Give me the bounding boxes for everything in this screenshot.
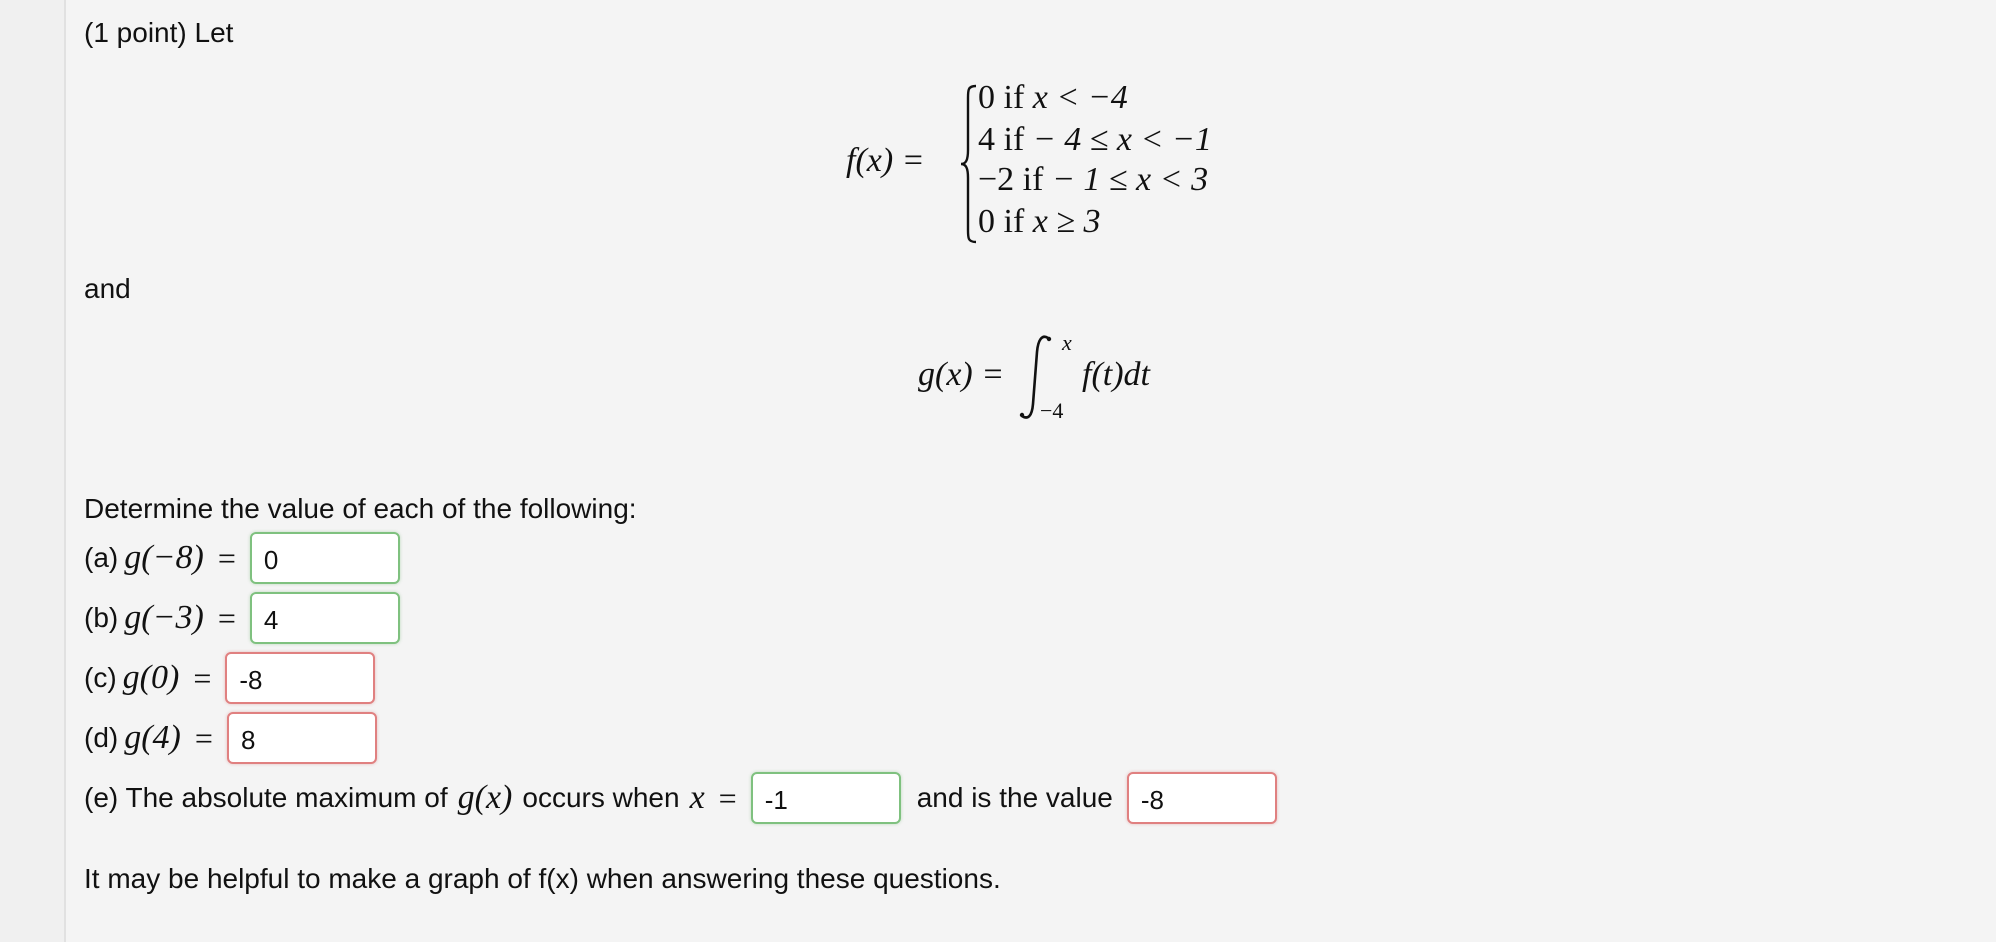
- question-b-label: (b): [84, 602, 119, 633]
- answer-a-input[interactable]: 0: [250, 532, 400, 584]
- f-case-3-condition: − 1 ≤ x < 3: [1051, 161, 1209, 198]
- question-d-label: (d): [84, 722, 119, 753]
- question-d-equals: =: [194, 719, 213, 756]
- question-a-expression: g(−8): [124, 539, 204, 576]
- question-a: [84, 528, 400, 588]
- question-a-label: (a): [84, 542, 119, 573]
- question-c-label: (c): [84, 662, 117, 693]
- question-d: [84, 708, 377, 768]
- f-case-2: [978, 120, 1212, 160]
- question-e-equals: =: [718, 779, 737, 816]
- question-e-label: (e) The absolute maximum of: [84, 782, 448, 813]
- question-e-expression: g(x): [457, 779, 513, 816]
- f-case-3: [978, 160, 1208, 200]
- f-case-2-condition: − 4 ≤ x < −1: [1032, 121, 1212, 158]
- determine-instruction: Determine the value of each of the following:: [84, 493, 637, 524]
- question-e-variable: x: [689, 779, 705, 816]
- answer-d-input[interactable]: 8: [227, 712, 377, 764]
- question-d-expression: g(4): [124, 719, 181, 756]
- and-text: and: [84, 273, 131, 304]
- question-c-equals: =: [193, 659, 212, 696]
- answer-e-value-input[interactable]: -8: [1127, 772, 1277, 824]
- f-case-4-value: 0 if: [978, 203, 1033, 240]
- left-brace-icon: [960, 84, 978, 244]
- problem-intro: (1 point) Let: [84, 17, 234, 48]
- f-case-1: [978, 78, 1128, 118]
- question-b-equals: =: [217, 599, 236, 636]
- integral-upper-limit: x: [1062, 330, 1072, 355]
- question-e-value-text: and is the value: [916, 782, 1113, 813]
- f-case-2-value: 4 if: [978, 121, 1033, 158]
- question-e: [84, 768, 1277, 828]
- integral-lower-limit: −4: [1040, 398, 1064, 423]
- integrand: f(t)dt: [1082, 356, 1150, 393]
- question-c: [84, 648, 375, 708]
- question-e-occurs-text: occurs when: [522, 782, 680, 813]
- question-c-expression: g(0): [122, 659, 180, 696]
- f-case-4: [978, 202, 1101, 242]
- answer-b-input[interactable]: 4: [250, 592, 400, 644]
- f-case-4-condition: x ≥ 3: [1032, 203, 1101, 240]
- answer-e-location-input[interactable]: -1: [751, 772, 901, 824]
- question-b-expression: g(−3): [124, 599, 204, 636]
- f-definition-label: f(x) =: [846, 142, 925, 179]
- g-definition-label: g(x) =: [918, 356, 1005, 393]
- hint-text: It may be helpful to make a graph of f(x) when answering these questions.: [84, 863, 1001, 894]
- question-a-equals: =: [217, 539, 236, 576]
- left-margin-bar: [0, 0, 66, 942]
- f-case-1-value: 0 if: [978, 79, 1033, 116]
- f-case-3-value: −2 if: [978, 161, 1052, 198]
- f-case-1-condition: x < −4: [1032, 79, 1128, 116]
- question-b: [84, 588, 400, 648]
- answer-c-input[interactable]: -8: [225, 652, 375, 704]
